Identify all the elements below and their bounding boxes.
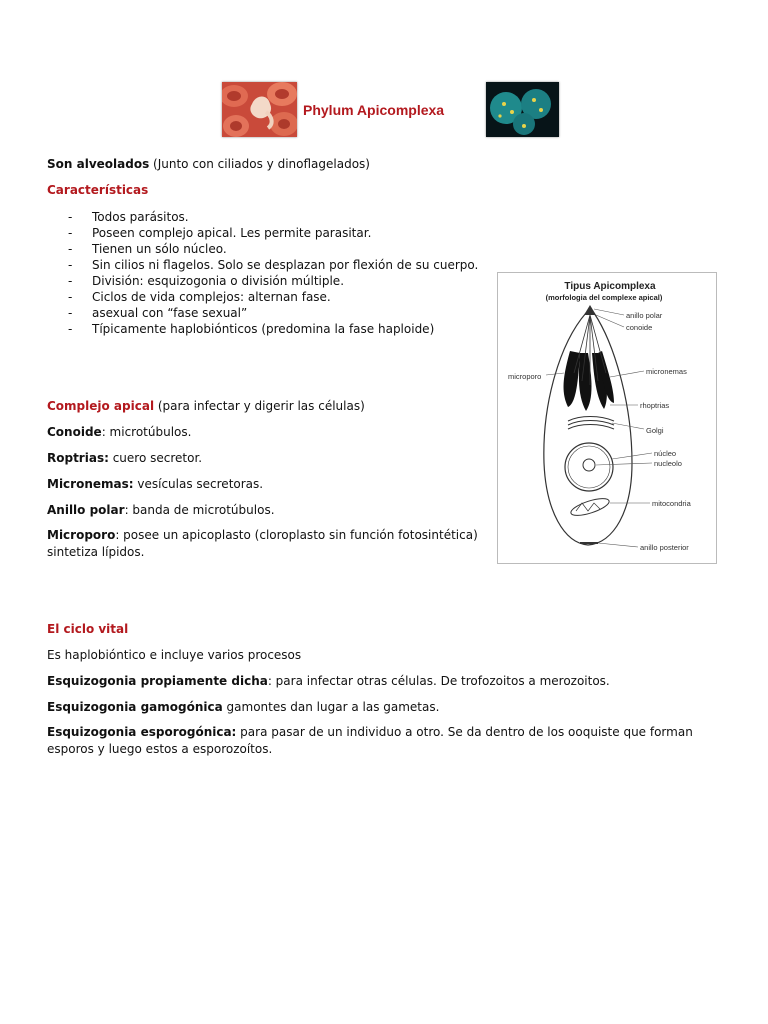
intro-bold: Son alveolados	[47, 157, 150, 171]
apicomplexa-diagram	[497, 272, 717, 564]
list-item: - Típicamente haplobiónticos (predomina la fase haploide)	[68, 322, 435, 336]
intro-rest: (Junto con ciliados y dinoflagelados)	[149, 157, 370, 171]
diagram-title: Tipus Apicomplexa	[564, 281, 656, 292]
list-item: - Poseen complejo apical. Les permite parasitar.	[68, 226, 372, 240]
svg-text:núcleo: núcleo	[654, 449, 677, 458]
list-item: - Tienen un sólo núcleo.	[68, 242, 227, 256]
apical-heading-line: Complejo apical (para infectar y digerir las células)	[47, 399, 365, 413]
svg-text:microporo: microporo	[508, 372, 542, 381]
cycle-intro: Es haplobióntico e incluye varios procesos	[47, 648, 302, 662]
parasite-fluorescence-photo	[486, 82, 559, 137]
intro-line	[47, 156, 370, 172]
svg-text:nucleolo: nucleolo	[654, 459, 682, 468]
cycle-item: Esquizogonia gamogónica gamontes dan lugar a las gametas.	[47, 700, 440, 714]
term-conoide: Conoide: microtúbulos.	[47, 425, 192, 439]
list-item: - asexual con “fase sexual”	[68, 306, 248, 320]
list-item: - Todos parásitos.	[68, 210, 189, 224]
diagram-subtitle: (morfologia del complexe apical)	[545, 293, 663, 302]
list-item: - Sin cilios ni flagelos. Solo se desplazan por flexión de su cuerpo.	[68, 258, 479, 272]
blood-cells-photo	[222, 82, 297, 137]
svg-text:Golgi: Golgi	[646, 426, 664, 435]
apical-heading: Complejo apical	[47, 399, 155, 413]
svg-text:anillo polar: anillo polar	[626, 311, 663, 320]
list-item: - Ciclos de vida complejos: alternan fase.	[68, 290, 331, 304]
svg-text:mitocondria: mitocondria	[652, 499, 691, 508]
page-title: Phylum Apicomplexa	[303, 102, 445, 118]
term-microporo: Microporo: posee un apicoplasto (cloroplasto sin función fotosintética) sintetiza lípidos.	[47, 528, 478, 559]
cycle-heading: El ciclo vital	[47, 622, 129, 636]
term-micronemas: Micronemas: vesículas secretoras.	[47, 477, 264, 491]
list-item: - División: esquizogonia o división múltiple.	[68, 274, 345, 288]
svg-text:micronemas: micronemas	[646, 367, 687, 376]
svg-text:conoide: conoide	[626, 323, 653, 332]
cycle-item: Esquizogonia esporogónica: para pasar de un individuo a otro. Se da dentro de los ooquiste que forman esporos y luego estos a esporozoítos.	[47, 725, 693, 756]
svg-text:anillo posterior: anillo posterior	[640, 543, 689, 552]
characteristics-heading: Características	[47, 183, 149, 197]
term-roptrias: Roptrias: cuero secretor.	[47, 451, 203, 465]
term-anillo-polar: Anillo polar: banda de microtúbulos.	[47, 503, 275, 517]
svg-text:rhoptrias: rhoptrias	[640, 401, 670, 410]
cycle-item: Esquizogonia propiamente dicha: para infectar otras células. De trofozoitos a merozoitos.	[47, 674, 610, 688]
